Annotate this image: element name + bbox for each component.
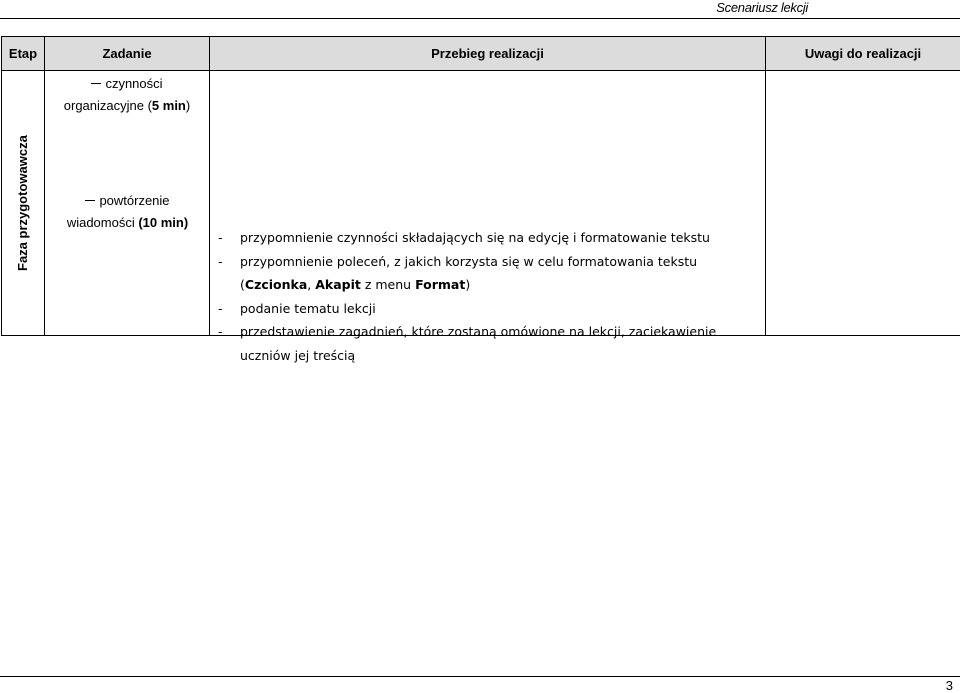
- bullet: [218, 273, 240, 297]
- bullet: -: [218, 300, 223, 316]
- menu-term-akapit: Akapit: [315, 277, 361, 293]
- table-row: [2, 71, 960, 336]
- list-item-text: uczniów jej treścią: [240, 347, 356, 363]
- phase-cell: [2, 71, 45, 336]
- running-header-title: Scenariusz lekcji: [716, 0, 808, 15]
- realization-points: [218, 226, 758, 368]
- list-item-text: przedstawienie zagadnień, które zostaną omówione na lekcji, zaciekawienie: [240, 324, 717, 340]
- task-organizational: [45, 73, 209, 117]
- list-item: [218, 226, 758, 250]
- paren-open: (: [240, 277, 245, 293]
- task-1-line2-prefix: organizacyjne (: [63, 98, 152, 113]
- task-review: [45, 190, 210, 234]
- list-item-text: podanie tematu lekcji: [240, 300, 376, 316]
- column-header-przebieg: Przebieg realizacji: [210, 37, 766, 71]
- column-header-uwagi: Uwagi do realizacji: [766, 37, 960, 71]
- column-header-etap: Etap: [2, 37, 45, 71]
- header-rule: [0, 18, 960, 19]
- menu-term-czcionka: Czcionka: [244, 277, 308, 293]
- bullet: -: [218, 253, 223, 269]
- dash-marker: [91, 83, 101, 84]
- list-item-continuation: [218, 344, 758, 368]
- task-2-line2-bold: (10 min): [138, 215, 189, 230]
- bullet: -: [218, 230, 223, 245]
- task-1-line1: czynności: [105, 76, 163, 91]
- connector-text: z menu: [360, 277, 416, 293]
- separator: ,: [307, 277, 316, 293]
- lesson-table: [1, 36, 960, 363]
- list-item-text: przypomnienie poleceń, z jakich korzysta się w celu formatowania tekstu: [240, 253, 698, 269]
- footer-rule: [0, 676, 960, 677]
- task-2-line2-prefix: wiadomości: [66, 215, 139, 230]
- phase-label: Faza przygotowawcza: [15, 135, 30, 271]
- list-item-text: przypomnienie czynności składających się na edycję i formatowanie tekstu: [240, 230, 710, 245]
- task-1-line2-suffix: ): [185, 98, 191, 113]
- page-number: 3: [945, 678, 953, 693]
- column-header-zadanie: Zadanie: [45, 37, 210, 71]
- dash-marker: [85, 200, 95, 201]
- table-header-row: [2, 37, 960, 71]
- zadanie-cell: [45, 71, 210, 336]
- list-item: [218, 250, 758, 274]
- uwagi-cell: [766, 71, 960, 336]
- task-2-line1: powtórzenie: [99, 193, 170, 208]
- list-item: [218, 297, 758, 321]
- bullet: -: [218, 324, 223, 340]
- list-item: [218, 320, 758, 344]
- menu-term-format: Format: [415, 277, 466, 293]
- task-1-line2-bold: 5 min: [151, 98, 186, 113]
- paren-close: ): [465, 277, 471, 293]
- przebieg-cell: [210, 71, 766, 363]
- list-item-continuation: [218, 273, 758, 297]
- bullet: [218, 344, 240, 368]
